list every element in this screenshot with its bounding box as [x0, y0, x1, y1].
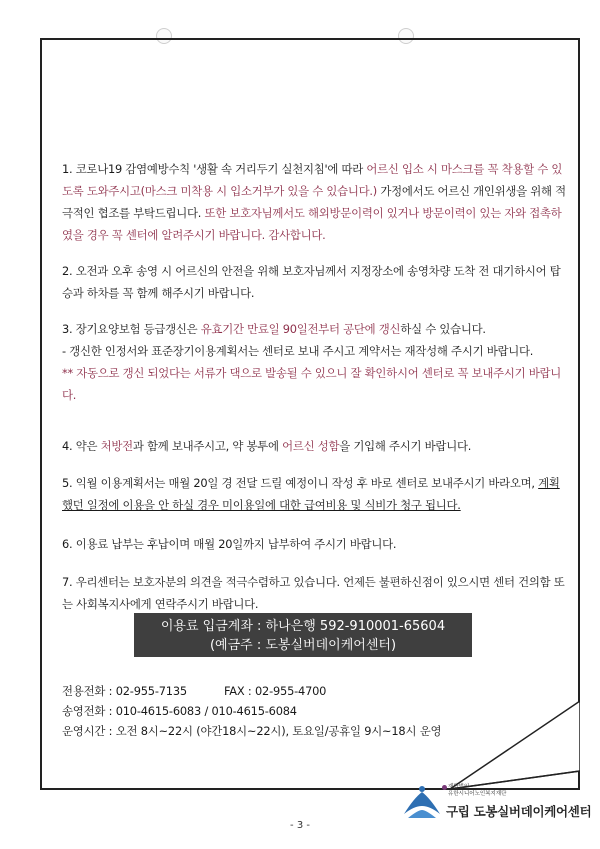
text-segment: 하실 수 있습니다.	[400, 322, 486, 336]
notice-frame	[40, 38, 580, 790]
notice-item-1	[62, 158, 568, 246]
phone-number: 전용전화 : 02-955-7135	[62, 684, 187, 698]
notice-item-4	[62, 435, 568, 457]
text-segment: ** 자동으로 갱신 되었다는 서류가 댁으로 발송될 수 있으니 잘 확인하시어 센터로 꼭 보내주시기 바랍니다.	[62, 366, 561, 402]
foundation-line-2: 유한시니어노인복지재단	[448, 791, 507, 797]
foundation-name	[448, 784, 506, 798]
center-name: 구립 도봉실버데이케어센터	[446, 804, 592, 819]
shuttle-phone: 송영전화 : 010-4615-6083 / 010-4615-6084	[62, 704, 297, 718]
bank-account-line: 이용료 입금계좌 : 하나은행 592-910001-65604	[160, 619, 446, 634]
text-segment: 어르신 입소 시 마스크를 꼭 착용할 수 있도록 도와주시고(마스크 미착용 시 입소거부가 있을 수 있습니다.)	[62, 162, 563, 198]
text-segment: 가정에서도 어르신 개인위생을 위해 적극적인 협조를 부탁드립니다.	[62, 184, 566, 220]
foundation-badge-icon	[442, 785, 447, 790]
text-segment: 1. 코로나19 감염예방수칙 '생활 속 거리두기 실천지침'에 따라	[62, 162, 367, 176]
notice-item-7	[62, 571, 568, 615]
text-segment: 3. 장기요양보험 등급갱신은	[62, 322, 201, 336]
text-segment: - 갱신한 인정서와 표준장기이용계획서는 센터로 보내 주시고 계약서는 재작성해 주시기 바랍니다.	[62, 344, 534, 358]
fax-number: FAX : 02-955-4700	[224, 684, 327, 698]
notice-item-5	[62, 472, 568, 516]
text-segment: 5. 익월 이용계획서는 매월 20일 경 전달 드릴 예정이니 작성 후 바로 센터로 보내주시기 바라오며,	[62, 476, 539, 490]
notice-item-3	[62, 318, 568, 406]
text-segment: 처방전	[100, 439, 133, 453]
text-segment: 어르신 성함	[282, 439, 340, 453]
text-segment: 계획 했던 일정에 이용을 안 하실 경우 미이용일에 대한 급여비용 및 식비가 청구 됩니다.	[62, 476, 560, 512]
notice-item-2	[62, 260, 568, 304]
page-number: - 3 -	[290, 820, 310, 831]
operating-hours: 운영시간 : 오전 8시~22시 (야간18시~22시), 토요일/공휴일 9시~18시 운영	[62, 724, 442, 738]
text-segment: 또한 보호자님께서도 해외방문이력이 있거나 방문이력이 있는 자와 접촉하였을 경우 꼭 센터에 알려주시기 바랍니다. 감사합니다.	[62, 206, 562, 242]
foundation-line-1: 재단법인	[448, 784, 470, 790]
text-segment: 을 기입해 주시기 바랍니다.	[339, 439, 472, 453]
contact-phone-row	[62, 681, 582, 701]
notice-item-6	[62, 533, 568, 555]
bank-account-box	[134, 613, 472, 657]
text-segment: 2. 오전과 오후 송영 시 어르신의 안전을 위해 보호자님께서 지정장소에 송영차량 도착 전 대기하시어 탑승과 하차를 꼭 함께 해주시기 바랍니다.	[62, 264, 561, 300]
text-segment: 6. 이용료 납부는 후납이며 매월 20일까지 납부하여 주시기 바랍니다.	[62, 537, 397, 551]
text-segment: 유효기간 만료일 90일전부터 공단에 갱신	[200, 322, 401, 336]
mountain-logo-icon	[402, 784, 442, 820]
text-segment: 4. 약은	[62, 439, 101, 453]
account-holder-line: (예금주 : 도봉실버데이케어센터)	[209, 638, 397, 653]
text-segment: 7. 우리센터는 보호자분의 의견을 적극수렴하고 있습니다. 언제든 불편하신점이 있으시면 센터 건의함 또는 사회복지사에게 연락주시기 바랍니다.	[62, 575, 565, 611]
text-segment: 과 함께 보내주시고, 약 봉투에	[132, 439, 283, 453]
